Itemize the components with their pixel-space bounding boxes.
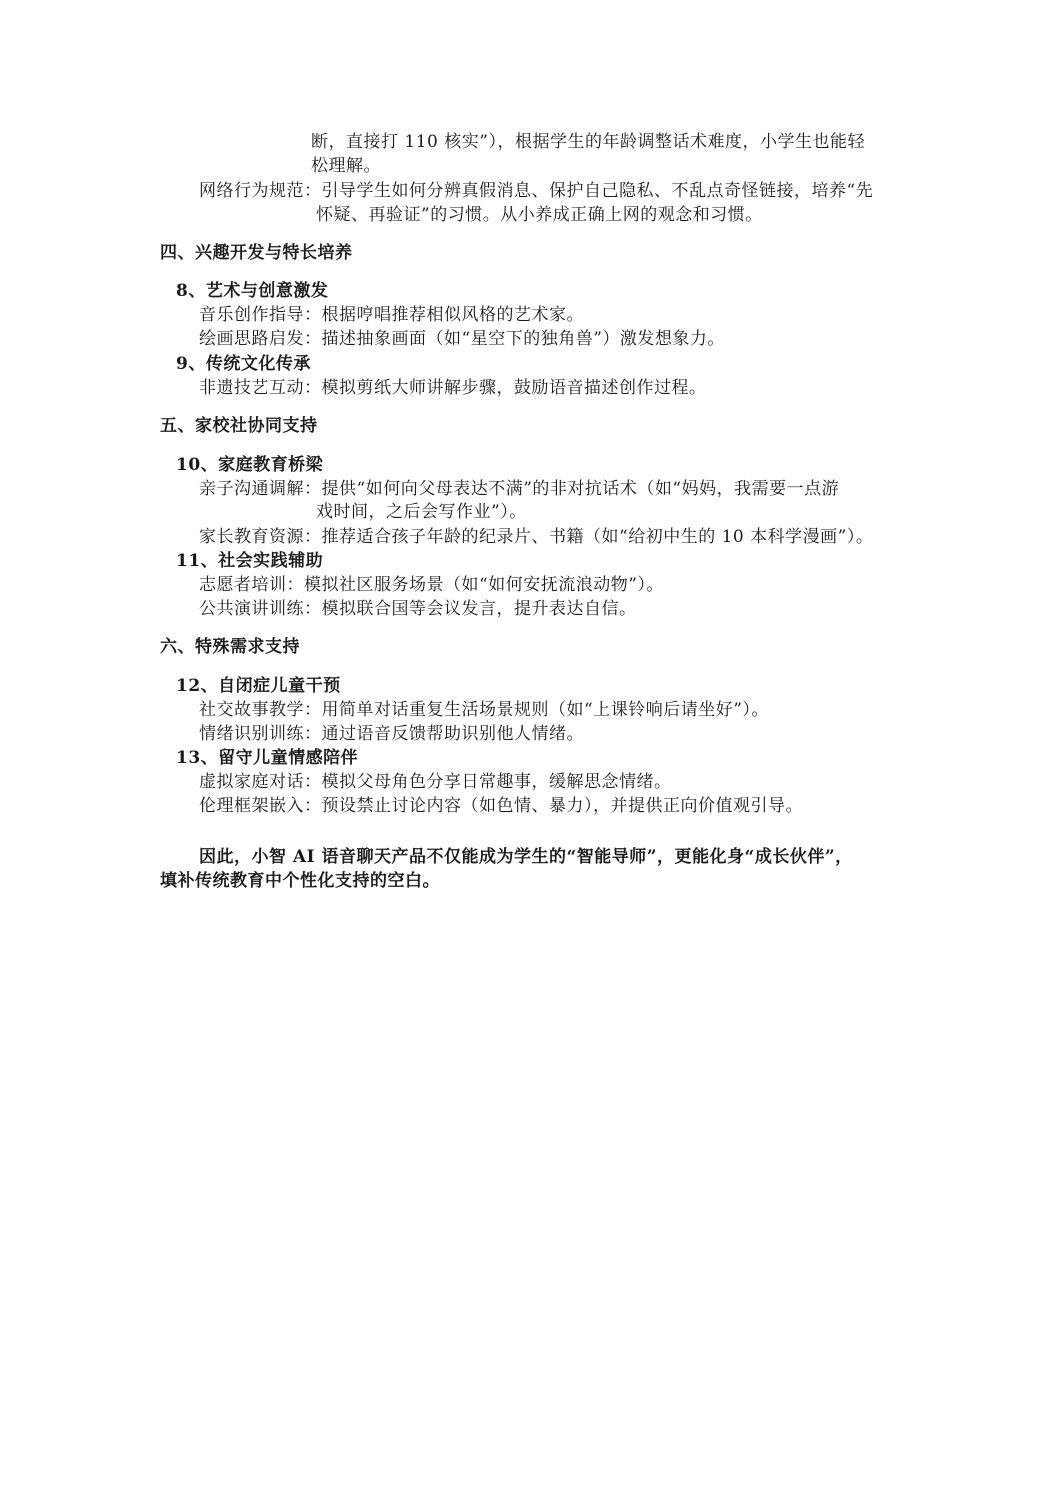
item-11-public-speaking: 公共演讲训练：模拟联合国等会议发言，提升表达自信。 [199, 599, 637, 619]
item-13-virtual-family: 虚拟家庭对话：模拟父母角色分享日常趣事，缓解思念情绪。 [199, 772, 672, 792]
item-9-heading: 9、传统文化传承 [176, 354, 311, 374]
item-13-heading: 13、留守儿童情感陪伴 [176, 748, 359, 768]
network-behavior-line-1: 网络行为规范：引导学生如何分辨真假消息、保护自己隐私、不乱点奇怪链接，培养“先 [199, 181, 874, 201]
item-9-heritage: 非遗技艺互动：模拟剪纸大师讲解步骤，鼓励语音描述创作过程。 [199, 378, 707, 398]
item-12-heading: 12、自闭症儿童干预 [176, 676, 341, 696]
item-12-social-stories: 社交故事教学：用简单对话重复生活场景规则（如“上课铃响后请坐好”）。 [199, 700, 769, 720]
item-10-parent-child-line-1: 亲子沟通调解：提供“如何向父母表达不满”的非对抗话术（如“妈妈，我需要一点游 [199, 479, 840, 499]
item-8-music: 音乐创作指导：根据哼唱推荐相似风格的艺术家。 [199, 305, 584, 325]
item-13-ethics-framework: 伦理框架嵌入：预设禁止讨论内容（如色情、暴力），并提供正向价值观引导。 [199, 796, 803, 816]
item-11-volunteer: 志愿者培训：模拟社区服务场景（如“如何安抚流浪动物”）。 [199, 575, 664, 595]
section-5-heading: 五、家校社协同支持 [160, 416, 318, 436]
item-8-heading: 8、艺术与创意激发 [176, 281, 329, 301]
conclusion-line-1: 因此，小智 AI 语音聊天产品不仅能成为学生的“智能导师”，更能化身“成长伙伴”， [199, 847, 853, 867]
item-8-painting: 绘画思路启发：描述抽象画面（如“星空下的独角兽”）激发想象力。 [199, 329, 725, 349]
item-10-parent-child-line-2: 戏时间，之后会写作业”）。 [316, 502, 527, 522]
conclusion-line-2: 填补传统教育中个性化支持的空白。 [160, 871, 440, 891]
continued-text-line-1: 断，直接打 110 核实”），根据学生的年龄调整话术难度，小学生也能轻 [311, 132, 865, 152]
item-10-heading: 10、家庭教育桥梁 [176, 455, 324, 475]
section-4-heading: 四、兴趣开发与特长培养 [160, 243, 353, 263]
section-6-heading: 六、特殊需求支持 [160, 637, 300, 657]
item-10-parent-resources: 家长教育资源：推荐适合孩子年龄的纪录片、书籍（如“给初中生的 10 本科学漫画”）。 [199, 527, 874, 547]
item-11-heading: 11、社会实践辅助 [176, 551, 324, 571]
continued-text-line-2: 松理解。 [311, 156, 381, 176]
network-behavior-line-2: 怀疑、再验证”的习惯。从小养成正确上网的观念和习惯。 [316, 205, 763, 225]
item-12-emotion-recognition: 情绪识别训练：通过语音反馈帮助识别他人情绪。 [199, 724, 584, 744]
